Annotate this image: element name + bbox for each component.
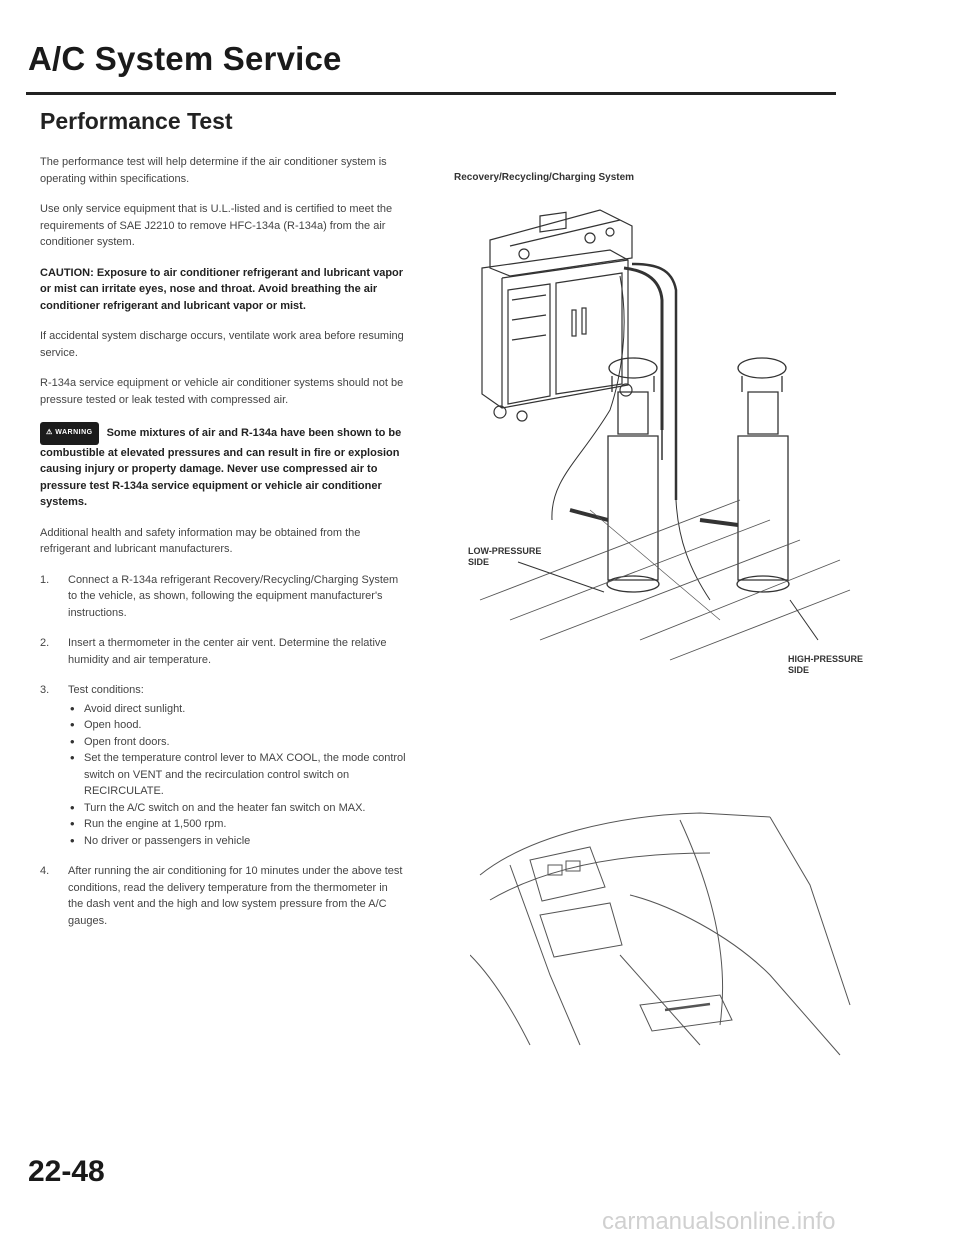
low-pressure-label: LOW-PRESSURE SIDE xyxy=(468,546,542,567)
warning-block xyxy=(40,422,406,511)
intro-paragraph: The performance test will help determine if the air conditioner system is operating within specifications. xyxy=(40,156,387,185)
step-3 xyxy=(40,682,406,849)
condition-item: • Avoid direct sunlight. xyxy=(68,701,406,718)
condition-item: • Open hood. xyxy=(68,717,406,734)
page-number: 22-48 xyxy=(28,1155,105,1188)
equipment-paragraph: Use only service equipment that is U.L.-listed and is certified to meet the requirements of SAE J2210 to remove HFC-134a (R-134a) from the air conditioner system. xyxy=(40,203,393,248)
step-text: Insert a thermometer in the center air vent. Determine the relative humidity and air temperature. xyxy=(68,637,387,666)
warning-label: WARNING xyxy=(55,429,93,436)
condition-item: • Turn the A/C switch on and the heater fan switch on MAX. xyxy=(68,800,406,817)
page-header-title: A/C System Service xyxy=(28,40,342,77)
step-2 xyxy=(40,635,406,668)
condition-item: • Run the engine at 1,500 rpm. xyxy=(68,816,406,833)
step-number: 4. xyxy=(40,865,50,877)
step-1 xyxy=(40,572,406,622)
dashboard-thermometer-illustration xyxy=(470,805,870,1065)
discharge-paragraph: If accidental system discharge occurs, ventilate work area before resuming service. xyxy=(40,330,404,359)
section-title: Performance Test xyxy=(40,108,233,134)
step-text: Test conditions: xyxy=(68,684,144,696)
step-number: 3. xyxy=(40,684,50,696)
pressure-test-paragraph: R-134a service equipment or vehicle air conditioner systems should not be pressure tested or leak tested with compressed air. xyxy=(40,377,404,406)
figure-caption: Recovery/Recycling/Charging System xyxy=(454,172,635,183)
warning-badge: ⚠ WARNING xyxy=(40,422,99,445)
step-text: After running the air conditioning for 10 minutes under the above test conditions, read the delivery temperature from the thermometer in the dash vent and the high and low system pressure from the A/C gauges. xyxy=(68,865,403,927)
charging-system-illustration xyxy=(440,180,860,680)
condition-item: • No driver or passengers in vehicle xyxy=(68,833,406,850)
step-number: 2. xyxy=(40,637,50,649)
header-rule xyxy=(26,92,836,95)
high-pressure-label: HIGH-PRESSURE SIDE xyxy=(788,654,864,675)
caution-paragraph: CAUTION: Exposure to air conditioner refrigerant and lubricant vapor or mist can irritate eyes, nose and throat. Avoid breathing the air conditioner refrigerant and lubricant vapor or mist. xyxy=(40,266,404,312)
procedure-steps xyxy=(40,572,406,930)
warning-text: Some mixtures of air and R-134a have been shown to be combustible at elevated pressures and can result in fire or explosion causing injury or property damage. Never use compressed air to pressure test R-134a service equipment or vehicle air conditioner systems. xyxy=(40,427,402,508)
condition-item: • Open front doors. xyxy=(68,734,406,751)
test-conditions-list xyxy=(68,701,406,850)
watermark: carmanualsonline.info xyxy=(602,1208,836,1235)
step-number: 1. xyxy=(40,573,50,586)
step-text: Connect a R-134a refrigerant Recovery/Recycling/Charging System to the vehicle, as shown, following the equipment manufacturer's instructions. xyxy=(68,573,399,619)
safety-info-paragraph: Additional health and safety information may be obtained from the refrigerant and lubricant manufacturers. xyxy=(40,526,361,555)
text-column xyxy=(40,154,406,943)
condition-item: • Set the temperature control lever to MAX COOL, the mode control switch on VENT and the recirculation control switch on RECIRCULATE. xyxy=(68,750,406,800)
step-4 xyxy=(40,863,406,929)
